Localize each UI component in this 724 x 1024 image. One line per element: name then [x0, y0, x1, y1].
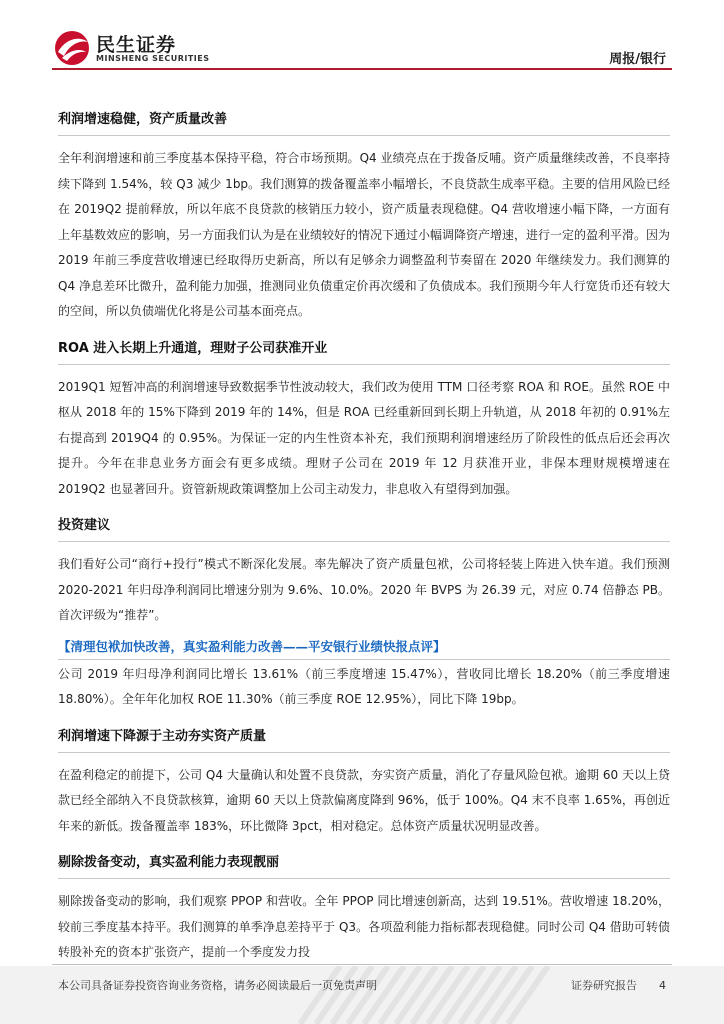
page-number: 4: [659, 979, 666, 992]
minsheng-logo-icon: [52, 28, 92, 68]
footer-stripes-decoration: [0, 966, 724, 1024]
brand-name-en: MINSHENG SECURITIES: [96, 54, 210, 63]
section-paragraph: 在盈利稳定的前提下，公司 Q4 大量确认和处置不良贷款，夯实资产质量，消化了存量风险包袱。逾期 60 天以上贷款已经全部纳入不良贷款核算，逾期 60 天以上贷款偏离度降到 96%，低于 100%。Q4 末不良率 1.65%，再创近年来的新低。拨备覆盖率 183%，环比微降 3pct，相对稳定。总体资产质量状况明显改善。: [58, 767, 670, 833]
brand-name-cn: 民生证券: [96, 34, 177, 56]
brand-logo: [52, 28, 210, 68]
section-heading: ROA 进入长期上升通道，理财子公司获准开业: [58, 337, 670, 365]
section-paragraph: 剔除拨备变动的影响，我们观察 PPOP 和营收。全年 PPOP 同比增速创新高，达到 19.51%。营收增速 18.20%，较前三季度基本持平。我们测算的单季净息差持平于 Q3。各项盈利能力指标都表现稳健。同时公司 Q4 借助可转债转股补充的资本扩张资产，提前一个季度发力投: [58, 894, 670, 959]
section-heading: 利润增速稳健，资产质量改善: [58, 108, 670, 136]
footer-divider: [52, 964, 672, 965]
news-paragraph: 公司 2019 年归母净利润同比增长 13.61%（前三季度增速 15.47%），营收同比增长 18.20%（前三季度增速 18.80%）。全年年化加权 ROE 11.30%（前三季度 ROE 12.95%），同比下降 19bp。: [58, 666, 670, 706]
section-paragraph: 全年利润增速和前三季度基本保持平稳，符合市场预期。Q4 业绩亮点在于拨备反哺。资产质量继续改善，不良率持续下降到 1.54%，较 Q3 减少 1bp。我们测算的拨备覆盖率小幅增长，不良贷款生成率平稳。主要的信用风险已经在 2019Q2 提前释放，所以年底不良贷款的核销压力较小，资产质量表现稳健。Q4 营收增速小幅下降，一方面有上年基数效应的影响，另一方面我们认为是在业绩较好的情况下通过小幅调降资产增速，进行一定的盈利平滑。因为 2019 年前三季度营收增速已经取得历史新高，所以有足够余力调整盈利节奏留在 2020 年继续发力。我们测算的 Q4 净息差环比微升，盈利能力加强，推测同业负债重定价再次缓和了负债成本。我们预期今年人行宽货币还有较大的空间，所以负债端优化将是公司基本面亮点。: [58, 151, 671, 318]
footer-right: [571, 977, 666, 993]
section-heading: 投资建议: [58, 514, 670, 542]
section-paragraph: 2019Q1 短暂冲高的利润增速导致数据季节性波动较大，我们改为使用 TTM 口径考察 ROA 和 ROE。虽然 ROE 中枢从 2018 年的 15%下降到 2019 年的 14%，但是 ROA 已经重新回到长期上升轨道，从 2018 年初的 0.91%左右提高到 2019Q4 的 0.95%。为保证一定的内生性资本补充，我们预期利润增速经历了阶段性的低点后还会再次提升。今年在非息业务方面会有更多成绩。理财子公司在 2019 年 12 月获准开业，非保本理财规模增速在 2019Q2 也显著回升。资管新规政策调整加上公司主动发力，非息收入有望得到加强。: [58, 379, 670, 496]
section-heading: 剔除拨备变动，真实盈利能力表现靓丽: [58, 851, 670, 879]
document-type: 周报/银行: [609, 52, 666, 67]
report-type-label: 证券研究报告: [571, 979, 637, 992]
report-body: [58, 108, 670, 978]
page-header: [0, 0, 724, 80]
section-paragraph: 我们看好公司“商行+投行”模式不断深化发展。率先解决了资产质量包袱，公司将轻装上阵进入快车道。我们预测 2020-2021 年归母净利润同比增速分别为 9.6%、10.0%。2020 年 BVPS 为 26.39 元，对应 0.74 倍静态 PB。首次评级为“推荐”。: [58, 557, 670, 622]
footer-disclaimer: 本公司具备证券投资咨询业务资格，请务必阅读最后一页免责声明: [58, 979, 377, 992]
section-heading: 利润增速下降源于主动夯实资产质量: [58, 725, 670, 753]
news-title: 【清理包袱加快改善，真实盈利能力改善——平安银行业绩快报点评】: [58, 637, 670, 660]
header-divider: [52, 68, 672, 70]
